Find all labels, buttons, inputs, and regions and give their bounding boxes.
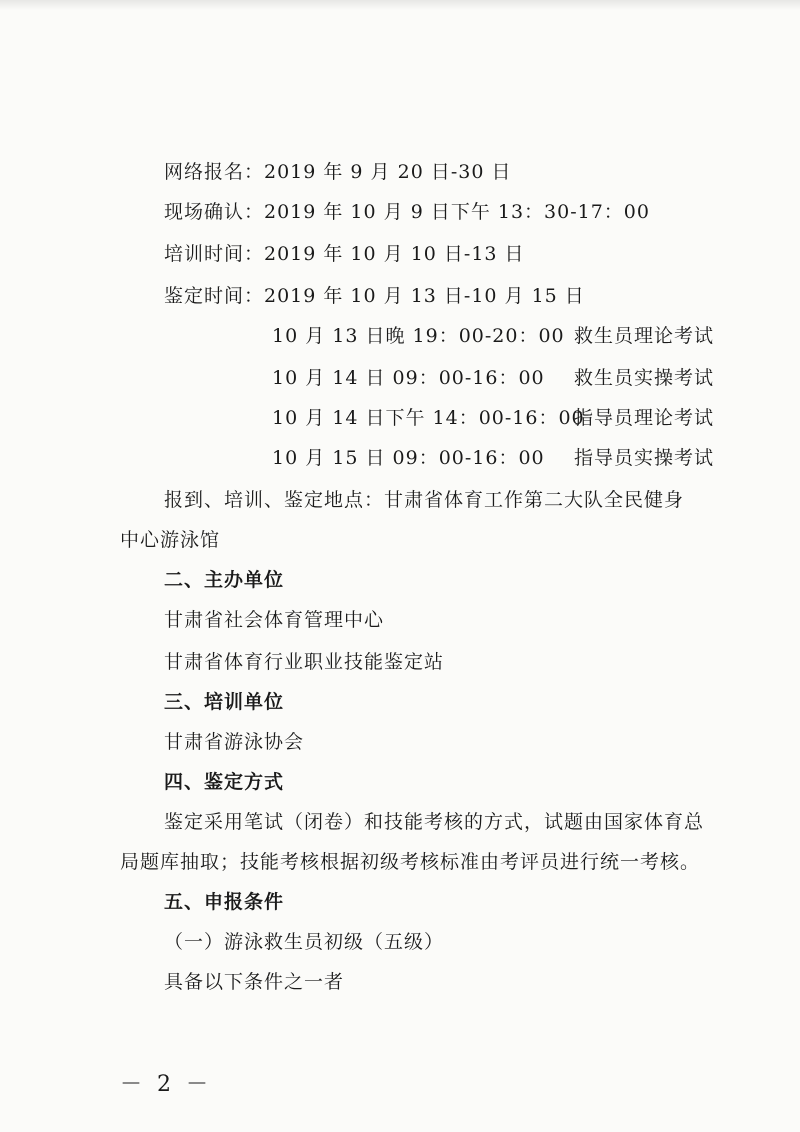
method-line-2: 局题库抽取；技能考核根据初级考核标准由考评员进行统一考核。 (120, 851, 701, 873)
location-line-2: 中心游泳馆 (120, 529, 221, 551)
method-line-1: 鉴定采用笔试（闭卷）和技能考核的方式，试题由国家体育总 (164, 811, 705, 833)
method-heading: 四、鉴定方式 (164, 771, 285, 793)
schedule-time: 10 月 15 日 09：00-16：00 (272, 447, 545, 469)
online-registration-line: 网络报名：2019 年 9 月 20 日-30 日 (164, 161, 512, 183)
scan-edge-shadow (0, 0, 800, 10)
training-unit-heading: 三、培训单位 (164, 691, 285, 713)
schedule-time: 10 月 14 日下午 14：00-16：00 (272, 407, 585, 429)
conditions-heading: 五、申报条件 (164, 891, 285, 913)
schedule-time: 10 月 13 日晚 19：00-20：00 (272, 325, 565, 347)
organizer-2: 甘肃省体育行业职业技能鉴定站 (164, 651, 445, 673)
schedule-item: 救生员理论考试 (573, 325, 714, 347)
training-unit: 甘肃省游泳协会 (164, 731, 305, 753)
organizer-1: 甘肃省社会体育管理中心 (164, 609, 385, 631)
training-time-line: 培训时间：2019 年 10 月 10 日-13 日 (164, 243, 525, 265)
organizer-heading: 二、主办单位 (164, 569, 285, 591)
page-number: － 2 － (120, 1072, 212, 1097)
schedule-time: 10 月 14 日 09：00-16：00 (272, 367, 545, 389)
onsite-confirmation-line: 现场确认：2019 年 10 月 9 日下午 13：30-17：00 (164, 201, 650, 223)
conditions-text: 具备以下条件之一者 (164, 971, 345, 993)
appraisal-time-line: 鉴定时间：2019 年 10 月 13 日-10 月 15 日 (164, 285, 585, 307)
schedule-item: 指导员实操考试 (573, 447, 714, 469)
schedule-item: 指导员理论考试 (573, 407, 714, 429)
schedule-item: 救生员实操考试 (573, 367, 714, 389)
conditions-subheading: （一）游泳救生员初级（五级） (164, 931, 445, 953)
location-line-1: 报到、培训、鉴定地点：甘肃省体育工作第二大队全民健身 (164, 489, 685, 511)
